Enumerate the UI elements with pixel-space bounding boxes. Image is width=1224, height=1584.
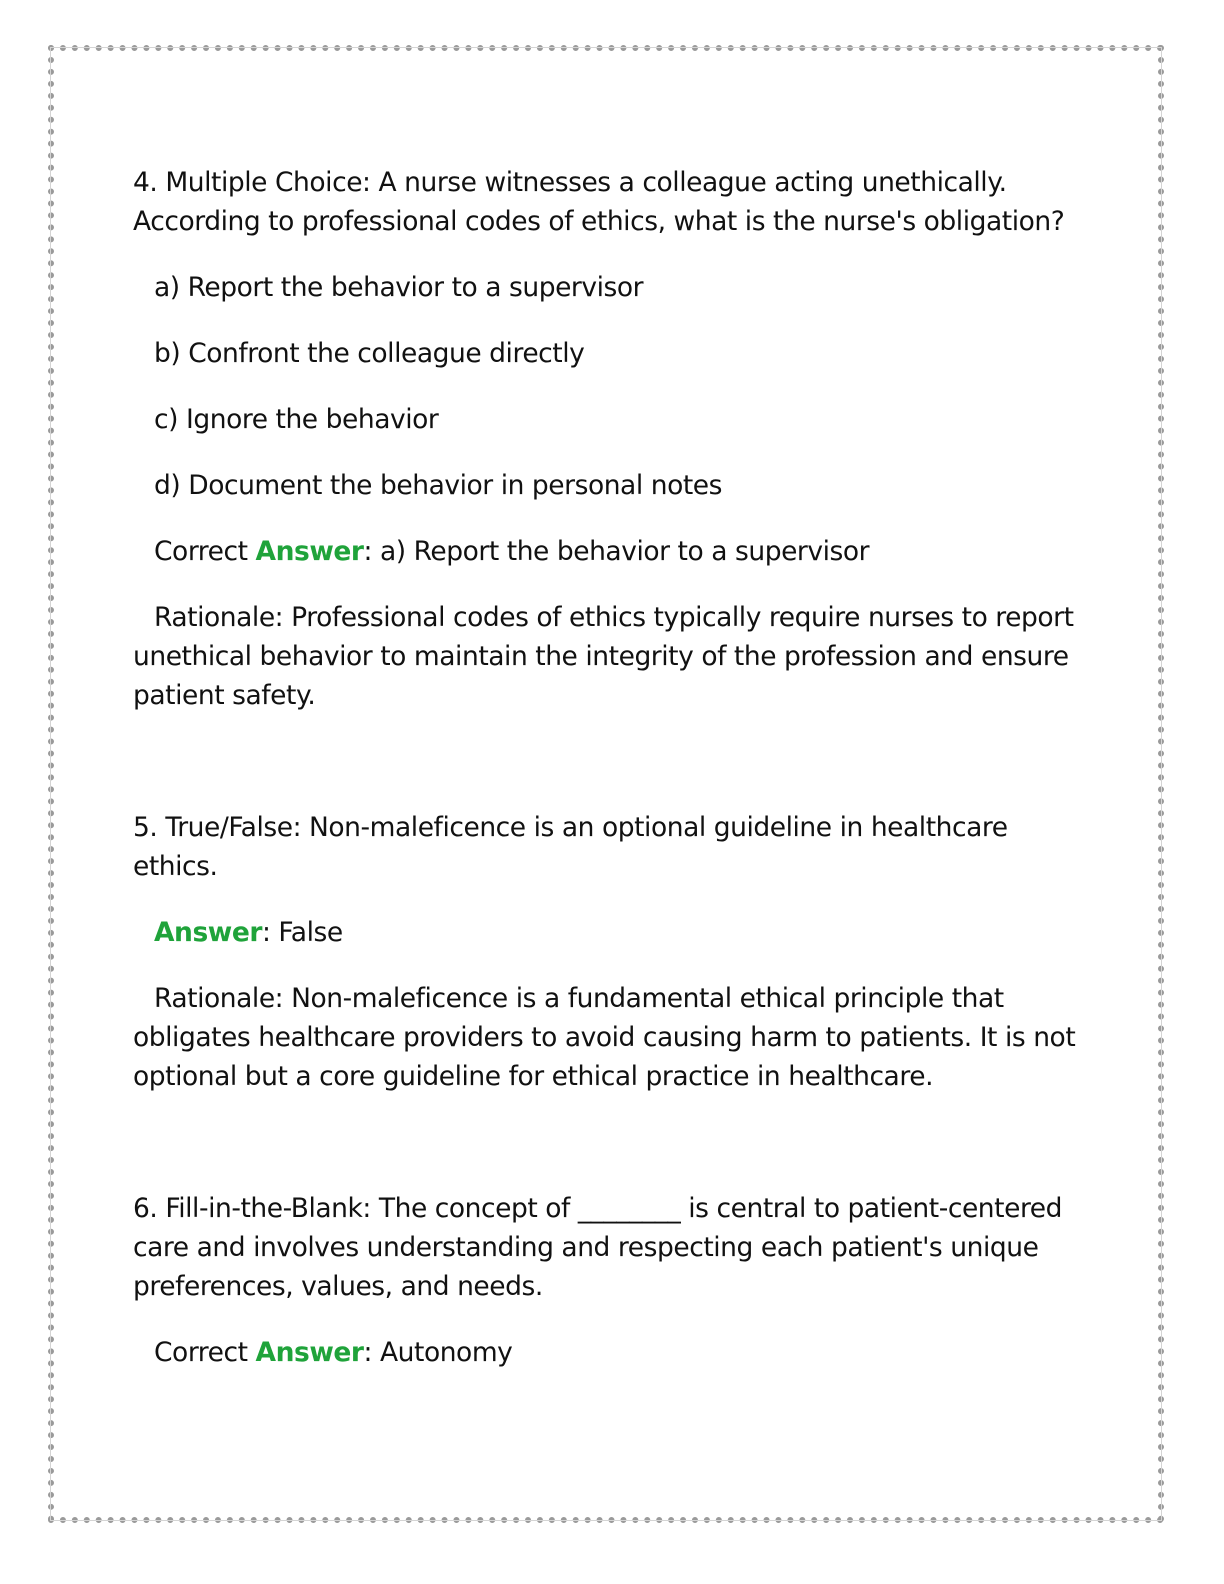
answer-label: Answer xyxy=(154,917,262,948)
answer-prefix: Correct xyxy=(154,536,256,567)
question-5-rationale: Rationale: Non-maleficence is a fundamental ethical principle that obligates healthcare providers to avoid causing harm to patients. It is not optional but a core guideline for ethical practice in healthcare. xyxy=(133,983,1076,1092)
option-a: a) Report the behavior to a supervisor xyxy=(154,272,644,303)
question-4-rationale: Rationale: Professional codes of ethics typically require nurses to report unethical behavior to maintain the integrity of the profession and ensure patient safety. xyxy=(133,602,1074,711)
question-6-answer xyxy=(133,1333,1093,1372)
option-c: c) Ignore the behavior xyxy=(154,404,439,435)
document-body xyxy=(133,163,1093,1372)
option-d: d) Document the behavior in personal notes xyxy=(154,470,722,501)
answer-value: : False xyxy=(261,917,343,948)
answer-value: : a) Report the behavior to a supervisor xyxy=(363,536,870,567)
answer-prefix: Correct xyxy=(154,1337,256,1368)
answer-label: Answer xyxy=(255,536,364,567)
option-b: b) Confront the colleague directly xyxy=(154,338,585,369)
question-6-text: 6. Fill-in-the-Blank: The concept of ________ is central to patient-centered care and involves understanding and respecting each patient's unique preferences, values, and needs. xyxy=(133,1193,1063,1302)
answer-value: : Autonomy xyxy=(363,1337,513,1368)
question-5-text: 5. True/False: Non-maleficence is an optional guideline in healthcare ethics. xyxy=(133,812,1008,882)
question-4-text: 4. Multiple Choice: A nurse witnesses a colleague acting unethically. According to professional codes of ethics, what is the nurse's obligation? xyxy=(133,167,1065,237)
question-4-answer xyxy=(133,532,1093,571)
answer-label: Answer xyxy=(255,1337,364,1368)
question-5-answer xyxy=(133,913,1093,952)
